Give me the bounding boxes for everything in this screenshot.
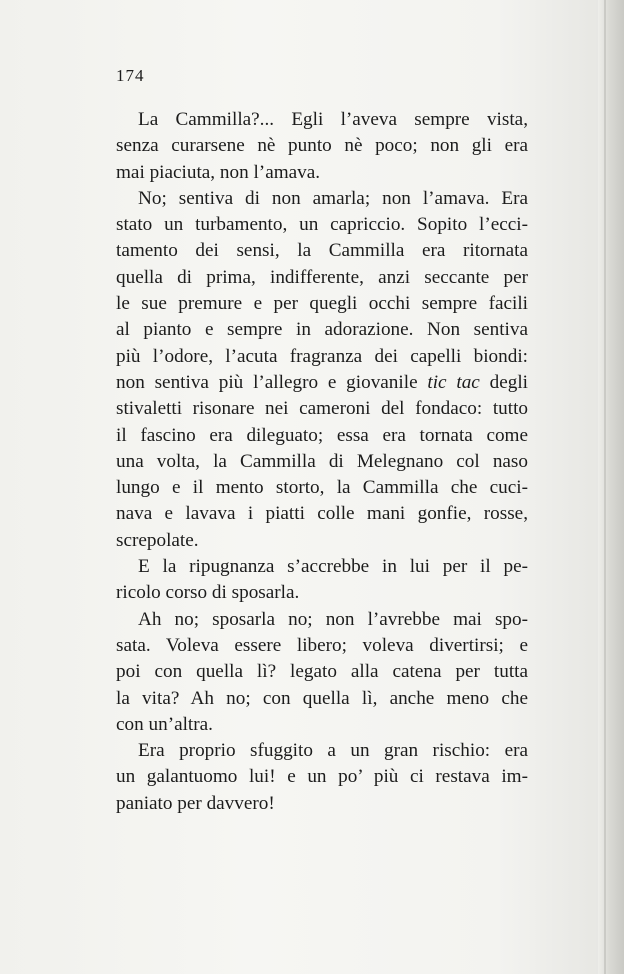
text-line: al pianto e sempre in adorazione. Non sentiva — [116, 319, 528, 341]
text-line: ricolo corso di sposarla. — [116, 582, 300, 604]
text-line: paniato per davvero! — [116, 792, 275, 814]
text-line: stivaletti risonare nei cameroni del fondaco: tutto — [116, 398, 528, 420]
text-segment: non sentiva più l’allegro e giovanile — [116, 371, 428, 393]
page-binding-edge — [598, 0, 624, 974]
body-text — [116, 107, 528, 817]
text-segment: degli — [479, 371, 528, 393]
text-line: una volta, la Cammilla di Melegnano col naso — [116, 450, 528, 472]
text-line: più l’odore, l’acuta fragranza dei capelli biondi: — [116, 345, 528, 367]
text-line: tamento dei sensi, la Cammilla era ritornata — [116, 240, 528, 262]
text-line: lungo e il mento storto, la Cammilla che cuci- — [116, 477, 528, 499]
text-line: il fascino era dileguato; essa era tornata come — [116, 424, 528, 446]
text-line: con un’altra. — [116, 713, 213, 735]
italic-text-segment: tic tac — [427, 371, 480, 393]
text-line: Era proprio sfuggito a un gran rischio: era — [138, 740, 528, 762]
text-line: quella di prima, indifferente, anzi seccante per — [116, 266, 528, 288]
text-line — [116, 370, 528, 396]
text-line: No; sentiva di non amarla; non l’amava. Era — [138, 187, 528, 209]
text-line: E la ripugnanza s’accrebbe in lui per il pe- — [138, 556, 528, 578]
text-line: screpolate. — [116, 529, 199, 551]
text-line: La Cammilla?... Egli l’aveva sempre vista, — [138, 109, 528, 130]
text-line: nava e lavava i piatti colle mani gonfie, rosse, — [116, 503, 528, 525]
text-line: mai piaciuta, non l’amava. — [116, 161, 321, 183]
page-number: 174 — [116, 66, 145, 85]
text-line: le sue premure e per quegli occhi sempre facili — [116, 293, 528, 315]
text-line: stato un turbamento, un capriccio. Sopito l’ecci- — [116, 214, 528, 236]
text-line: un galantuomo lui! e un po’ più ci restava im- — [116, 766, 528, 788]
text-line: sata. Voleva essere libero; voleva divertirsi; e — [116, 634, 528, 656]
text-line: Ah no; sposarla no; non l’avrebbe mai spo- — [138, 608, 528, 630]
text-line: la vita? Ah no; con quella lì, anche meno che — [116, 687, 528, 709]
page-binding-shadow — [604, 0, 606, 974]
text-line: senza curarsene nè punto nè poco; non gli era — [116, 135, 528, 157]
text-line: poi con quella lì? legato alla catena per tutta — [116, 661, 528, 683]
